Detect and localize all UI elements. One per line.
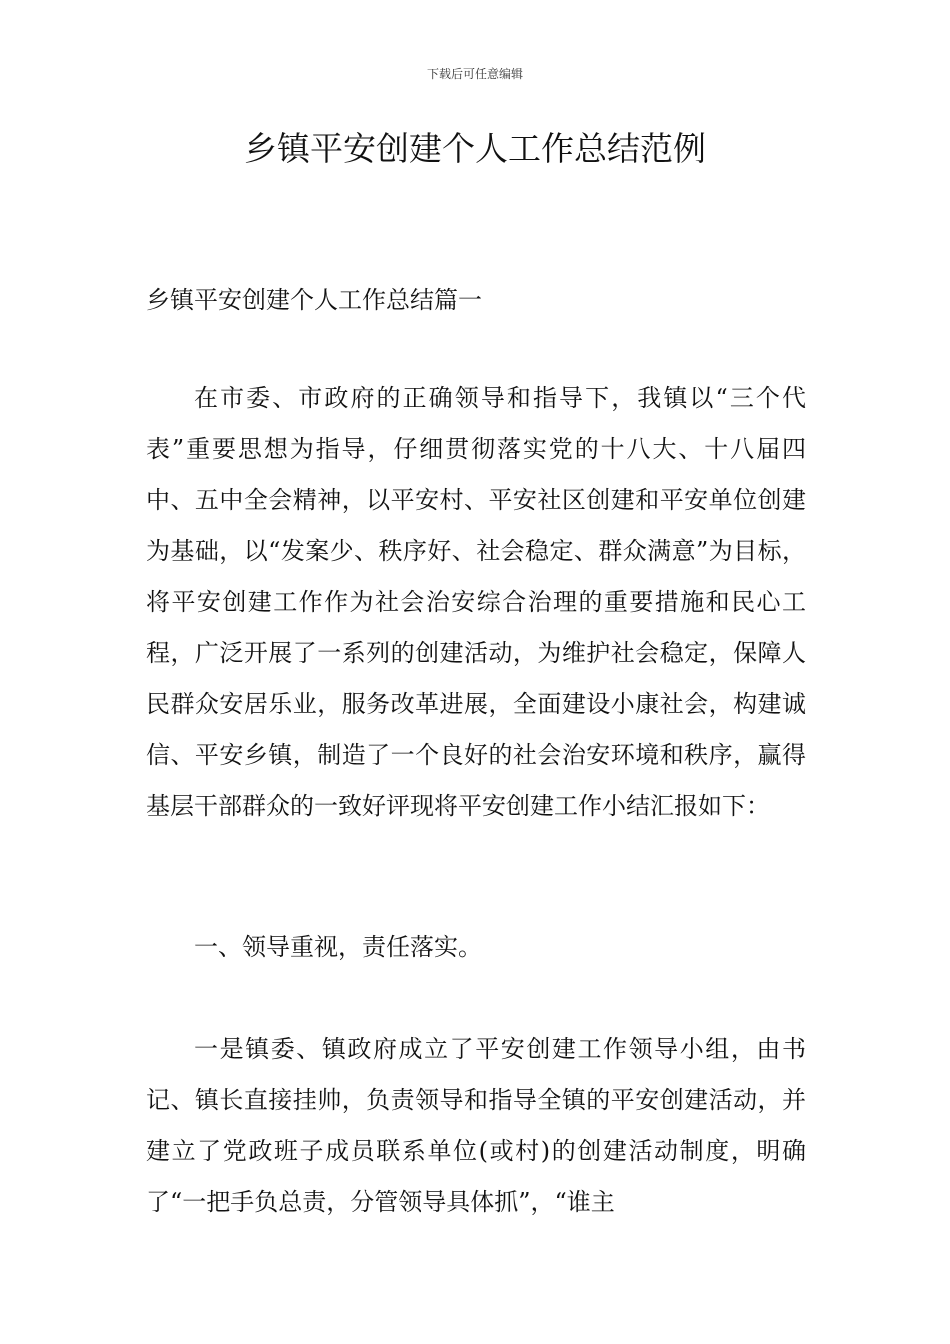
intro-paragraph: 在市委、市政府的正确领导和指导下，我镇以“三个代表”重要思想为指导，仔细贯彻落实党的十八大、十八届四中、五中全会精神，以平安村、平安社区创建和平安单位创建为基础，以“发案少、秩序好、社会稳定、群众满意”为目标，将平安创建工作作为社会治安综合治理的重要措施和民心工程，广泛开展了一系列的创建活动，为维护社会稳定，保障人民群众安居乐业，服务改革进展，全面建设小康社会，构建诚信、平安乡镇，制造了一个良好的社会治安环境和秩序，赢得基层干部群众的一致好评现将平安创建工作小结汇报如下： — [146, 384, 806, 820]
body-paragraph: 一是镇委、镇政府成立了平安创建工作领导小组，由书记、镇长直接挂帅，负责领导和指导全镇的平安创建活动，并建立了党政班子成员联系单位(或村)的创建活动制度，明确了“一把手负总责，分管领导具体抓”，“谁主 — [146, 1035, 806, 1216]
header-note: 下载后可任意编辑 — [426, 67, 523, 81]
subheading-leadership: 一、领导重视，责任落实。 — [194, 933, 482, 961]
section-heading: 乡镇平安创建个人工作总结篇一 — [146, 286, 482, 314]
document-title: 乡镇平安创建个人工作总结范例 — [244, 129, 706, 168]
